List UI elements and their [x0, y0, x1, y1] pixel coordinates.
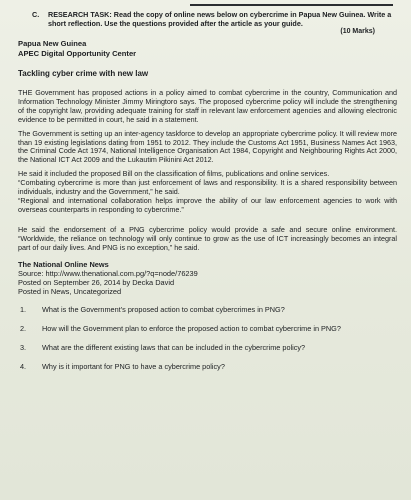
top-rule-divider	[190, 4, 393, 6]
organization-block	[18, 39, 397, 59]
question-number: 3.	[20, 343, 27, 353]
article-quote: “Regional and international collaboration helps improve the ability of our law enforcement agencies to work with overseas counterparts in responding to cybercrime.”	[18, 195, 397, 214]
article-paragraph: The Government is setting up an inter-agency taskforce to develop an appropriate cybercrime policy. It will review more than 19 existing legislations dating from 1951 to 2012. They include the Customs Act 1951, Business Names Act 1963, the Criminal Code Act 1974, National Intelligence Organisation Act 1984, Copyright and Neighbouring Rights Act 2000, the National ICT Act 2009 and the Lukautim Pikinini Act 2012.	[18, 128, 397, 165]
task-letter: C.	[32, 10, 40, 19]
source-block	[18, 260, 397, 297]
source-url: Source: http://www.thenational.com.pg/?q=node/76239	[18, 268, 198, 278]
question-text: What are the different existing laws that can be included in the cybercrime policy?	[42, 343, 306, 353]
question-text: What is the Government’s proposed action to combat cybercrimes in PNG?	[42, 305, 285, 315]
question-number: 1.	[20, 305, 27, 315]
question-item	[18, 324, 397, 333]
org-center: APEC Digital Opportunity Center	[18, 49, 137, 58]
article-paragraph: He said it included the proposed Bill on the classification of films, publications and online services.	[18, 169, 330, 179]
question-text: How will the Government plan to enforce the proposed action to combat cybercrime in PNG?	[42, 324, 341, 334]
task-instruction: RESEARCH TASK: Read the copy of online news below on cybercrime in Papua New Guinea. Write a short reflection. Use the questions provided after the article as your guide.	[48, 10, 392, 28]
article-paragraph: THE Government has proposed actions in a policy aimed to combat cybercrime in the country, Communication and Information Technology Minister Jimmy Miringtoro says. The proposed cybercrime policy will include the strengthening of the copyright law, providing adequate training for staff in relevant law enforcement agencies and allowing electronic evidence to be permitted in court, he said in a statement.	[18, 88, 397, 124]
question-number: 4.	[20, 362, 27, 372]
question-item	[18, 343, 397, 352]
question-list	[18, 305, 397, 371]
question-text: Why is it important for PNG to have a cybercrime policy?	[42, 362, 225, 372]
article-paragraph: He said the endorsement of a PNG cybercrime policy would provide a safe and secure online environment. “Worldwide, the reliance on technology will only continue to grow as the use of ICT increasingly becomes an integral part of our daily lives. And PNG is no exception,” he said.	[18, 224, 397, 252]
source-category: Posted in News, Uncategorized	[18, 287, 122, 297]
research-task	[18, 10, 397, 28]
article-headline: Tackling cyber crime with new law	[18, 69, 149, 78]
question-item	[18, 305, 397, 314]
question-item	[18, 362, 397, 371]
source-posted: Posted on September 26, 2014 by Decka David	[18, 277, 175, 287]
article-quote: “Combating cybercrime is more than just enforcement of laws and responsibility. It is a shared responsibility between individuals, industry and the Government,” he said.	[18, 178, 397, 197]
source-publisher: The National Online News	[18, 259, 109, 269]
task-marks: (10 Marks)	[340, 28, 375, 35]
org-country: Papua New Guinea	[18, 39, 87, 48]
question-number: 2.	[20, 324, 27, 334]
